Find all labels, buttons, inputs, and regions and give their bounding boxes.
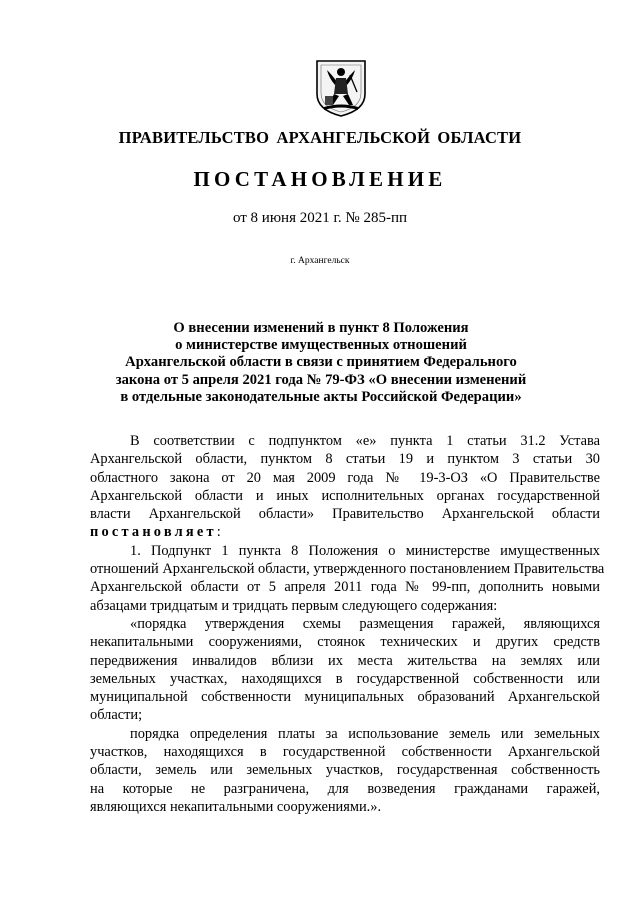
date-and-number: от 8 июня 2021 г. № 285-пп: [232, 210, 408, 226]
body-line: являющихся некапитальными сооружениями.».: [90, 798, 382, 815]
decree-line: [90, 523, 600, 541]
heading-line: Архангельской области в связи с принятием Федерального: [125, 354, 517, 371]
body-line: некапитальными сооружениями, стоянок технических и других средств: [90, 634, 600, 651]
heading-line: в отдельные законодательные акты Российской Федерации»: [120, 388, 522, 405]
body-line: абзацами тридцатым и тридцать первым следующего содержания:: [90, 597, 498, 614]
heading-line: закона от 5 апреля 2021 года № 79-ФЗ «О внесении изменений: [115, 371, 527, 388]
decree-colon: :: [216, 524, 221, 541]
document-type-title: ПОСТАНОВЛЕНИЕ: [193, 167, 447, 191]
city-name: г. Архангельск: [290, 256, 350, 266]
body-line: Архангельской области и иных исполнительных органах государственной: [90, 487, 600, 504]
heading-line: о министерстве имущественных отношений: [175, 337, 467, 354]
body-line: В соответствии с подпунктом «е» пункта 1 статьи 31.2 Устава: [130, 433, 600, 449]
body-line: области, земель или земельных участков, государственная собственность: [90, 762, 600, 779]
body-line: муниципальной собственности муниципальных образований Архангельской: [90, 689, 600, 706]
heading-line: О внесении изменений в пункт 8 Положения: [173, 320, 469, 336]
body-line: порядка определения платы за использование земель или земельных: [130, 725, 600, 742]
body-line: Архангельской области от 5 апреля 2011 года № 99-пп, дополнить новыми: [90, 579, 600, 596]
body-line: области;: [90, 707, 143, 724]
body-line: участков, находящихся в государственной собственности Архангельской: [90, 744, 600, 761]
body-line: передвижения инвалидов вблизи их места жительства на землях или: [90, 652, 600, 669]
document-heading: [90, 320, 552, 406]
body-line: «порядка утверждения схемы размещения гаражей, являющихся: [130, 615, 600, 632]
body-line: земельных участках, находящихся в государственной собственности или: [90, 670, 600, 687]
body-line: Архангельской области, пунктом 8 статьи 19 и пунктом 3 статьи 30: [90, 451, 600, 468]
body-line: на которые не разграничена, для возведения гражданами гаражей,: [90, 780, 600, 797]
organization-name: ПРАВИТЕЛЬСТВО АРХАНГЕЛЬСКОЙ ОБЛАСТИ: [118, 128, 522, 147]
body-line: 1. Подпункт 1 пункта 8 Положения о министерстве имущественных: [130, 542, 600, 559]
body-line: власти Архангельской области» Правительство Архангельской области: [90, 506, 600, 523]
document-body: [90, 432, 605, 816]
body-line: областного закона от 20 мая 2009 года № 19-3-ОЗ «О Правительстве: [90, 469, 600, 486]
body-line: отношений Архангельской области, утвержденного постановлением Правительства: [90, 561, 605, 578]
decree-word: постановляет: [90, 524, 217, 541]
coat-of-arms-emblem: [314, 58, 368, 118]
